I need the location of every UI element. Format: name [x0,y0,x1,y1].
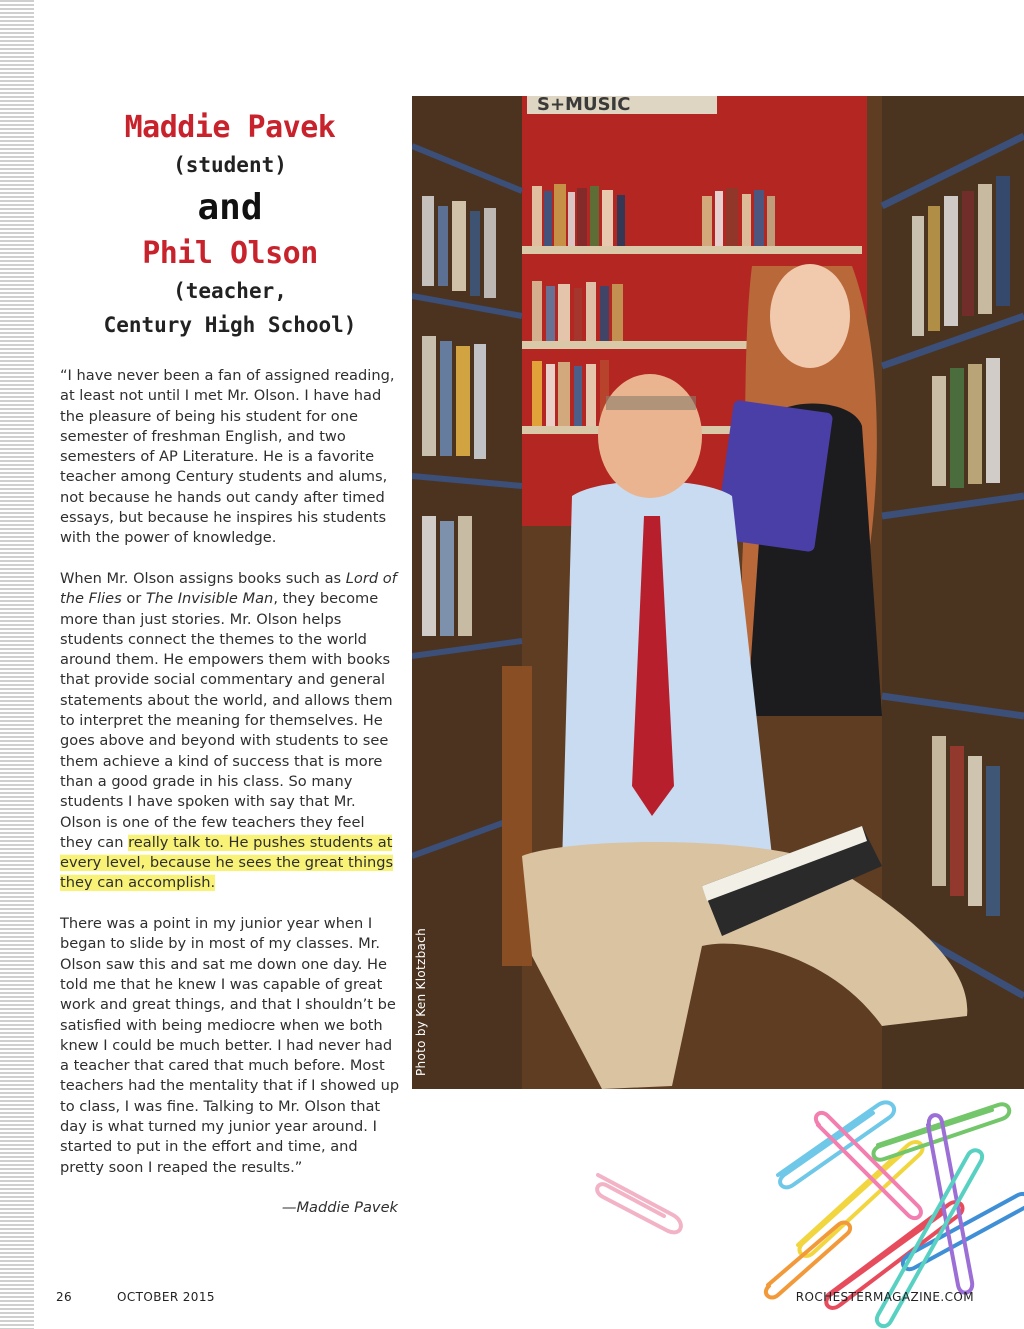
library-sign-text: S+MUSIC [537,96,631,115]
teacher-role-line2: Century High School) [103,313,357,337]
paragraph-2-text-b: or [121,590,146,608]
teacher-role-line1: (teacher, [173,279,287,303]
pink-paperclip [597,1175,681,1232]
student-name: Maddie Pavek [124,110,336,145]
issue-date: OCTOBER 2015 [117,1290,215,1304]
paragraph-3: There was a point in my junior year when I began to slide by in most of my classes. Mr. Olson saw this and sat me down one day. He told me that he knew I was capable of great work and great things, and that I shouldn’t be satisfied with being mediocre when we both knew I could be much better. I had never had a teacher that cared that much before. Most teachers had the mentality that if I showed up to class, I was fine. Talking to Mr. Olson that day is what turned my junior year around. I started to put in the effort and time, and pretty soon I reaped the results.” [60,915,400,1176]
magazine-website: ROCHESTERMAGAZINE.COM [795,1290,974,1304]
highlighted-text: really talk to. He pushes students at every level, because he sees the great things they can accomplish. [60,833,394,892]
paragraph-2-text-c: , they become more than just stories. Mr. Olson helps students connect the themes to the world around them. He empowers them with books that provide social commentary and general statements about the world, and allows them to interpret the meaning for themselves. He goes above and beyond with students to see them achieve a kind of success that is more than a good grade in his class. So many students I have spoken with say that Mr. Olson is one of the few teachers they feel they can [60,590,393,851]
book-title-invisible-man: The Invisible Man [145,590,274,608]
page-number: 26 [56,1290,73,1304]
book-title-lord-of-the-flies: Lord of the Flies [60,569,397,608]
signature: —Maddie Pavek [281,1199,398,1216]
student-role: (student) [173,153,287,177]
article-body [60,366,400,1198]
photo-credit: Photo by Ken Klotzbach [414,928,428,1076]
paragraph-2-text-a: When Mr. Olson assigns books such as [60,569,346,587]
title-block [60,108,400,342]
page-edge-stripes [0,0,34,1329]
library-photo-illustration [412,96,1024,1089]
teacher-name: Phil Olson [142,236,318,271]
paragraph-1: “I have never been a fan of assigned reading, at least not until I met Mr. Olson. I have had the pleasure of being his student for one semester of freshman English, and two semesters of AP Literature. He is a favorite teacher among Century students and alums, not because he hands out candy after timed essays, but because he inspires his students with the power of knowledge. [60,367,395,547]
paragraph-2 [60,569,400,894]
title-connector: and [197,187,263,228]
portrait-photo [412,96,1024,1089]
